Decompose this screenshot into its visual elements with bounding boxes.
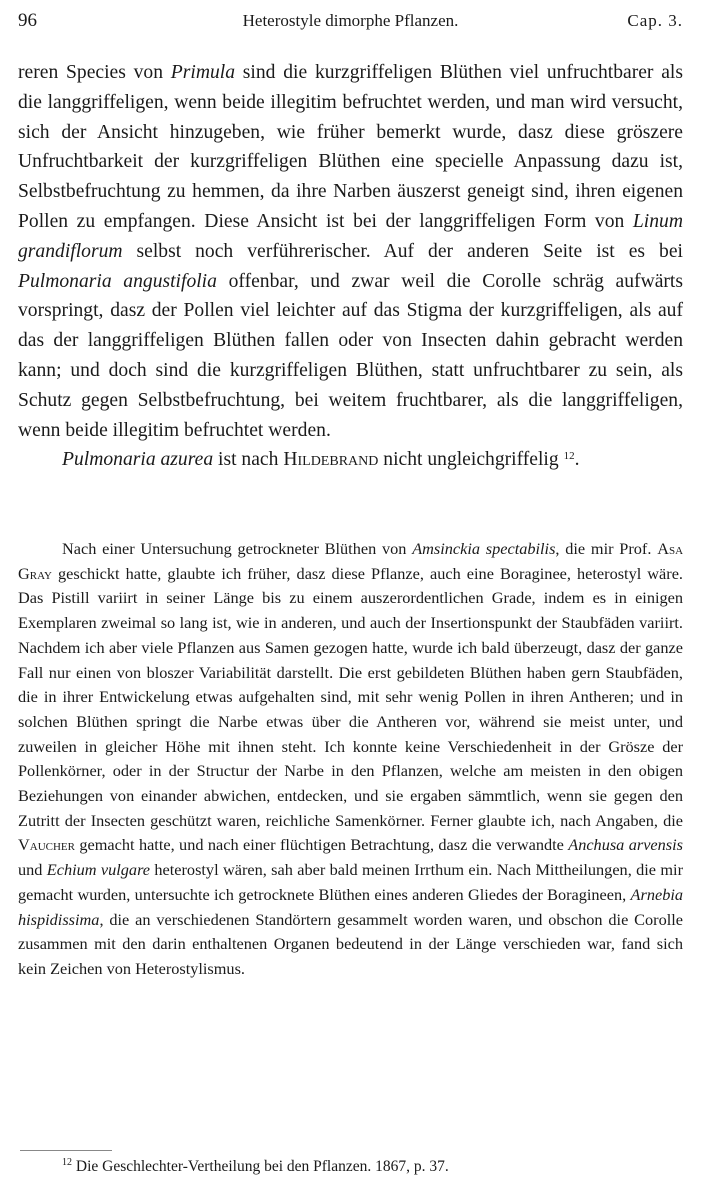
- text-run: heterostyl wären, sah aber bald meinen Irrthum ein. Nach Mittheilungen, die mir gemacht wurden, untersuchte ich getrocknete Blüthen eines anderen Gliedes der Boragineen,: [18, 860, 683, 904]
- page-number: 96: [18, 10, 37, 31]
- text-run: , die mir Prof.: [555, 539, 658, 558]
- main-paragraph: [18, 58, 683, 445]
- author-name: Vaucher: [18, 835, 75, 855]
- text-run: nicht ungleichgriffelig: [378, 449, 564, 471]
- pulmonaria-paragraph: [18, 445, 683, 475]
- chapter-label: Cap. 3.: [627, 11, 683, 30]
- species-name: Echium vulgare: [46, 860, 151, 880]
- text-run: Nach einer Untersuchung getrockneter Blüthen von: [62, 539, 413, 558]
- page-header: [18, 10, 683, 36]
- small-print-text: [18, 537, 683, 982]
- species-name: Arnebia hispidissima: [18, 884, 683, 929]
- text-run: offenbar, und zwar weil die Corolle schräg aufwärts vorspringt, dasz der Pollen viel leichter auf das Stigma der kurzgriffeligen, als auf das der langgriffeligen Blüthen fallen oder von Insecten dahin gebracht werden kann; und doch sind die kurzgriffeligen Blüthen, statt unfruchtbarer zu sein, als Schutz gegen Selbstbefruchtung, bei weitem fruchtbarer, als die langgriffeligen, wenn beide illegitim befruchtet werden.: [18, 270, 684, 441]
- species-name: Linum grandiflorum: [18, 210, 683, 262]
- species-name: Amsinckia spectabilis: [412, 539, 556, 558]
- footnote-marker: 12: [62, 1157, 72, 1168]
- text-run: und: [18, 860, 47, 880]
- text-run: sind die kurzgriffeligen Blüthen viel unfruchtbarer als die langgriffeligen, wenn beide illegitim befruchtet werden, und man wird versucht, sich der Ansicht hinzugeben, wie früher bemerkt wurde, dasz diese gröszere Unfruchtbarkeit der kurzgriffeligen Blüthen eine specielle Anpassung dazu ist, Selbstbefruchtung zu hemmen, da ihre Narben äuszerst geneigt sind, ihren eigenen Pollen zu empfangen. Diese Ansicht ist bei der langgriffeligen Form von: [18, 62, 683, 232]
- text-run: , die an verschiedenen Standörtern gesammelt worden waren, und obschon die Corolle zusammen mit den darin enthaltenen Organen bedeutend in der Länge verschieden war, fand sich kein Zeichen von Heterostylismus.: [18, 909, 683, 978]
- text-run: .: [574, 449, 580, 471]
- author-name: Asa Gray: [18, 539, 684, 583]
- text-run: ist nach: [213, 449, 284, 471]
- text-run: selbst noch verführerischer. Auf der anderen Seite ist es bei: [122, 240, 683, 262]
- species-name: Anchusa arvensis: [568, 835, 683, 855]
- species-name: Primula: [170, 62, 236, 83]
- footnote: [62, 1158, 449, 1176]
- footnote-reference: 12: [563, 450, 575, 463]
- footnote-divider: [20, 1150, 112, 1151]
- text-run: gemacht hatte, und nach einer flüchtigen Betrachtung, dasz die verwandte: [74, 835, 569, 855]
- species-name: Pulmonaria azurea: [62, 449, 214, 471]
- text-run: reren Species von: [18, 62, 171, 83]
- small-paragraph: [18, 537, 683, 982]
- author-name: Hildebrand: [283, 449, 379, 471]
- species-name: Pulmonaria angustifolia: [18, 270, 217, 292]
- footnote-text: Die Geschlechter-Vertheilung bei den Pflanzen. 1867, p. 37.: [75, 1158, 449, 1175]
- running-title: Heterostyle dimorphe Pflanzen.: [242, 11, 459, 30]
- text-run: geschickt hatte, glaubte ich früher, dasz diese Pflanze, auch eine Boraginee, heterostyl wäre. Das Pistill variirt in seiner Länge bis zu einem auszerordentlichen Grade, indem es in einigen Exemplaren zweimal so lang ist, wie in anderen, und auch der Insertionspunkt der Staubfäden variirt. Nachdem ich aber viele Pflanzen aus Samen gezogen hatte, wurde ich bald überzeugt, dasz der ganze Fall nur einen von bloszer Variabilität darstellt. Die erst gebildeten Blüthen haben gern Staubfäden, die in ihrer Entwickelung etwas aufgehalten sind, mit sehr wenig Pollen in ihren Antheren; und in solchen Blüthen springt die Narbe etwas über die Antheren vor, während sie meist unter, und zuweilen in gleicher Höhe mit ihnen steht. Ich konnte keine Verschiedenheit in der Grösze der Pollenkörner, oder in der Structur der Narbe in den Pflanzen, welche am meisten in den obigen Beziehungen von einander abwichen, entdecken, und sie ergaben sämmtlich, wenn sie gegen den Zutritt der Insecten geschützt waren, reichliche Samenkörner. Ferner glaubte ich, nach Angaben, die: [18, 563, 683, 830]
- main-text: [18, 58, 683, 475]
